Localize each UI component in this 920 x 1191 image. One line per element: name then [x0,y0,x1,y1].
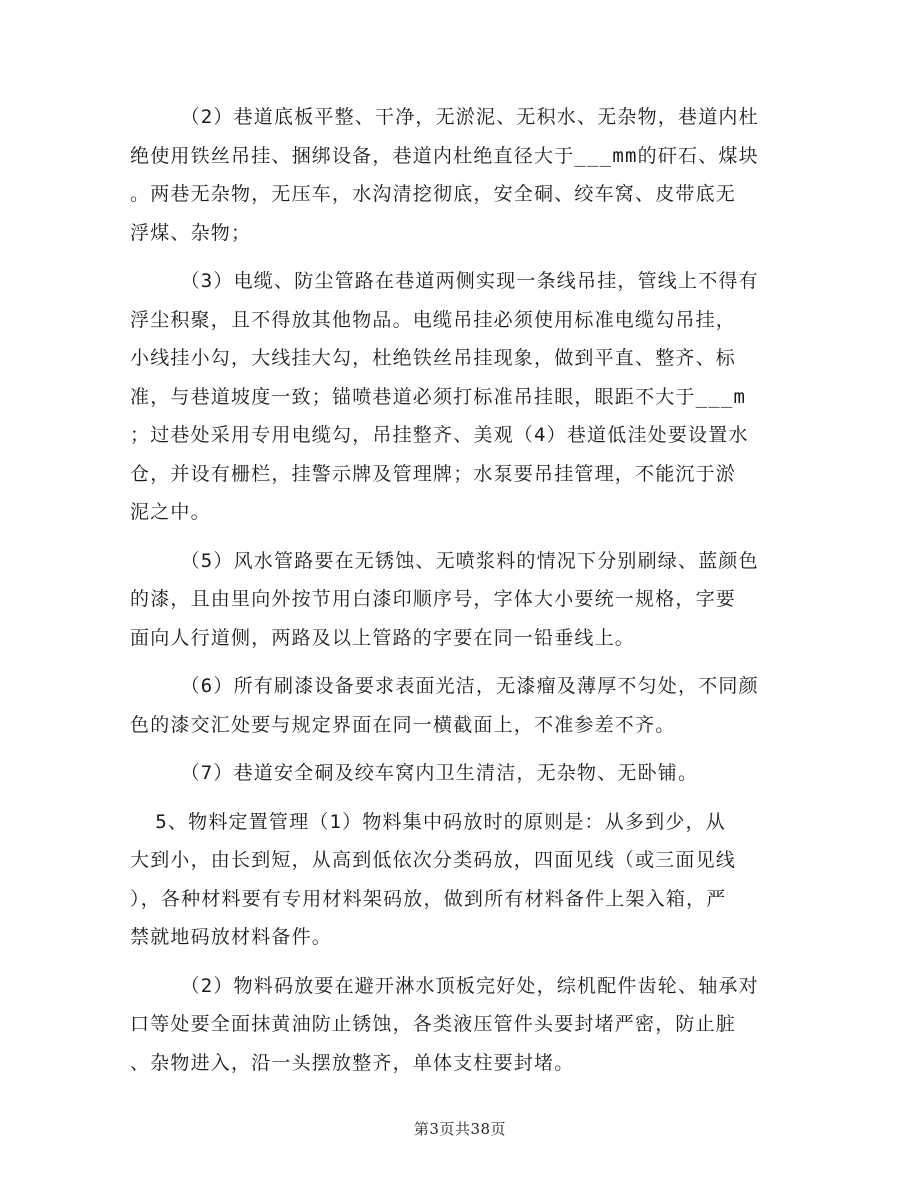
text-line: 泥之中。 [130,501,211,523]
text-line: 的漆，且由里向外按节用白漆印顺序号，字体大小要统一规格，字要 [130,588,737,610]
text-line: 面向人行道侧，两路及以上管路的字要在同一铅垂线上。 [130,626,636,649]
paragraph [130,967,800,1083]
text-line: （3）电缆、防尘管路在巷道两侧实现一条线吊挂，管线上不得有 [130,270,759,292]
text-line: 色的漆交汇处要与规定界面在同一横截面上，不准参差不齐。 [130,713,676,736]
text-line: 。两巷无杂物，无压车，水沟清挖彻底，安全硐、绞车窝、皮带底无 [130,183,737,205]
text-line: 绝使用铁丝吊挂、捆绑设备，巷道内杜绝直径大于___mm的矸石、煤块 [130,144,759,167]
text-line: （6）所有刷漆设备要求表面光洁，无漆瘤及薄厚不匀处，不同颜 [130,675,759,697]
paragraph [130,803,800,957]
text-line: 浮煤、杂物； [130,221,252,244]
text-line: （7）巷道安全硐及绞车窝内卫生清洁，无杂物、无卧铺。 [130,762,699,784]
paragraph [130,754,800,793]
text-line: 大到小，由长到短，从高到低依次分类码放，四面见线（或三面见线 [130,849,737,871]
paragraph [130,262,800,532]
text-line: 小线挂小勾，大线挂大勾，杜绝铁丝吊挂现象，做到平直、整齐、标 [130,347,737,369]
text-line: 禁就地码放材料备件。 [130,926,333,948]
text-line: （2）物料码放要在避开淋水顶板完好处，综机配件齿轮、轴承对 [130,974,759,997]
paragraph [130,98,800,252]
document-body [130,98,800,1092]
text-line: 浮尘积聚，且不得放其他物品。电缆吊挂必须使用标准电缆勾吊挂， [130,308,737,331]
text-line: （2）巷道底板平整、干净，无淤泥、无积水、无杂物，巷道内杜 [130,106,759,128]
text-line: 准，与巷道坡度一致；锚喷巷道必须打标准吊挂眼，眼距不大于___m [130,385,747,408]
text-line: 仓，并设有栅栏，挂警示牌及管理牌；水泵要吊挂管理，不能沉于淤 [130,462,737,485]
paragraph [130,667,800,744]
page-number-footer: 第3页共38页 [413,1120,507,1138]
text-line: ），各种材料要有专用材料架码放，做到所有材料备件上架入箱，严 [130,887,727,910]
text-line: ；过巷处采用专用电缆勾，吊挂整齐、美观（4）巷道低洼处要设置水 [130,424,749,446]
text-line: （5）风水管路要在无锈蚀、无喷浆料的情况下分别刷绿、蓝颜色 [130,549,759,572]
paragraph [130,542,800,658]
text-line: 、杂物进入，沿一头摆放整齐，单体支柱要封堵。 [130,1051,575,1074]
text-line: 口等处要全面抹黄油防止锈蚀，各类液压管件头要封堵严密，防止脏 [130,1013,737,1035]
text-line: 5、物料定置管理（1）物料集中码放时的原则是：从多到少，从 [130,810,726,833]
